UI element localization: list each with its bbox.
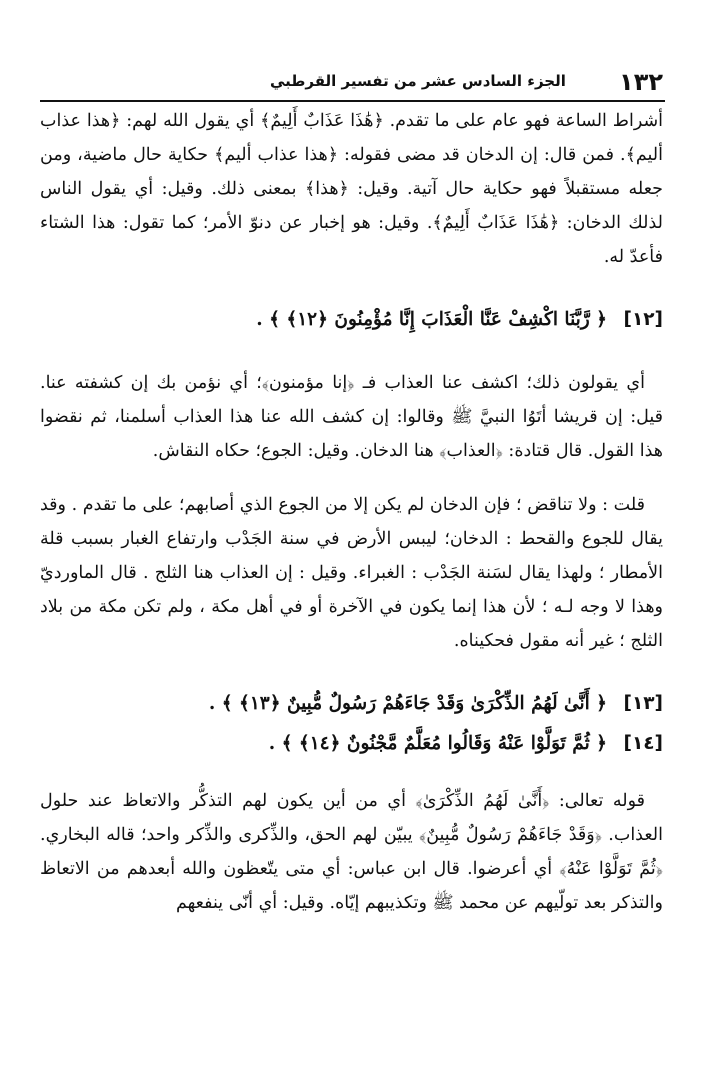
paragraph-1: أشراط الساعة فهو عام على ما تقدم. ﴿هَٰذَا عَذَابٌ أَلِيمٌ﴾ أي يقول الله لهم: ﴿هذا عذاب أليم﴾. فمن قال: إن الدخان قد مضى فقوله: ﴿هذا عذاب أليم﴾ حكاية حال ماضية، ومن جعله مستقبلاً فهو حكاية حال آتية. وقيل: ﴿هذا﴾ بمعنى ذلك. وقيل: أي يقول الناس لذلك الدخان: ﴿هَٰذَا عَذَابٌ أَلِيمٌ﴾. وقيل: هو إخبار عن دنوّ الأمر؛ كما تقول: هذا الشتاء فأعدّ له.: [40, 111, 663, 267]
header-rule: [40, 100, 665, 102]
verse-text: ﴿ ثُمَّ تَوَلَّوْا عَنْهُ وَقَالُوا مُعَلَّمٌ مَّجْنُونٌ ﴿١٤﴾ ﴾ .: [268, 733, 608, 754]
verse-number: [١٤]: [623, 733, 663, 754]
verse-text: ﴿ رَّبَّنَا اكْشِفْ عَنَّا الْعَذَابَ إِنَّا مُؤْمِنُونَ ﴿١٢﴾ ﴾ .: [256, 309, 608, 330]
paragraph-2: أي يقولون ذلك؛ اكشف عنا العذاب فـ ﴿إنا مؤمنون﴾؛ أي نؤمن بك إن كشفته عنا. قيل: إن قريشا أتَوُا النبيَّ ﷺ وقالوا: إن كشف الله عنا هذا العذاب أسلمنا، ثم نقضوا هذا القول. قال قتادة: ﴿العذاب﴾ هنا الدخان. وقيل: الجوع؛ حكاه النقاش.: [40, 373, 663, 461]
page-body: [40, 104, 663, 920]
verse-12: [40, 300, 663, 340]
verse-14: [40, 724, 663, 764]
verse-text: ﴿ أَنَّىٰ لَهُمُ الذِّكْرَىٰ وَقَدْ جَاءَهُمْ رَسُولٌ مُّبِينٌ ﴿١٣﴾ ﴾ .: [208, 693, 608, 714]
verse-13: [40, 684, 663, 724]
paragraph-3: قلت : ولا تناقض ؛ فإن الدخان لم يكن إلا من الجوع الذي أصابهم؛ على ما تقدم . وقد يقال للجوع والقحط : الدخان؛ ليبس الأرض في سنة الجَدْب وارتفاع الغبار بسبب قلة الأمطار ؛ ولهذا يقال لسَنة الجَدْب : الغبراء. وقيل : إن العذاب هنا الثلج . قال الماورديّ وهذا لا وجه لـه ؛ لأن هذا إنما يكون في الآخرة أو في أهل مكة ، ولم تكن مكة من بلاد الثلج ؛ غير أنه مقول فحكيناه.: [40, 495, 663, 651]
verse-number: [١٢]: [623, 309, 663, 330]
page-number: ١٣٢: [619, 68, 663, 96]
running-title: الجزء السادس عشر من تفسير القرطبي: [270, 72, 566, 90]
verse-number: [١٣]: [623, 693, 663, 714]
paragraph-4: قوله تعالى: ﴿أَنَّىٰ لَهُمُ الذِّكْرَىٰ﴾ أي من أين يكون لهم التذكُّر والاتعاظ عند حلول العذاب. ﴿وَقَدْ جَاءَهُمْ رَسُولٌ مُّبِينٌ﴾ يبيّن لهم الحق، والذِّكرى والذِّكر واحد؛ قاله البخاري. ﴿ثُمَّ تَوَلَّوْا عَنْهُ﴾ أي أعرضوا. قال ابن عباس: أي متى يتّعظون والله أبعدهم من الاتعاظ والتذكر بعد تولّيهم عن محمد ﷺ وتكذيبهم إيّاه. وقيل: أي أنّى ينفعهم: [40, 791, 663, 913]
page-header: [40, 58, 663, 94]
